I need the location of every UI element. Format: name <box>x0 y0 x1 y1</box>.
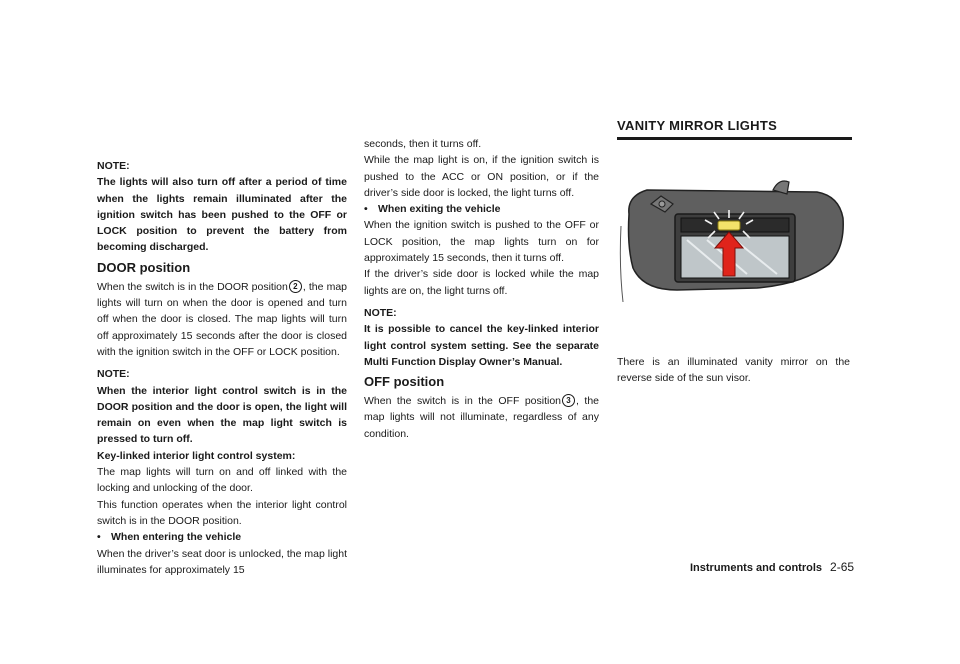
sun-visor-vanity-mirror-illustration <box>617 156 850 306</box>
page-number: 2-65 <box>830 560 855 574</box>
note-heading: NOTE: <box>97 368 130 381</box>
keylinked-text: This function operates when the interior light control switch is in the DOOR position. <box>97 498 347 527</box>
door-position-text: When the switch is in the DOOR position 2 , the map lights will turn on when the door is opened and turn off when the door is closed. The map lights will turn off approximately 15 seconds after the door is closed with the ignition switch in the OFF or LOCK position. <box>97 280 347 358</box>
paragraph: When the ignition switch is pushed to the OFF or LOCK position, the map lights turn on for approximately 15 seconds, then it turns off. <box>364 219 599 265</box>
column-right <box>617 118 850 387</box>
bullet-icon: • <box>364 203 368 216</box>
note-heading: NOTE: <box>364 306 397 319</box>
column-left <box>97 152 347 578</box>
bullet-exiting: • When exiting the vehicle <box>364 201 599 217</box>
callout-number: 2 <box>289 280 302 293</box>
paragraph: While the map light is on, if the ignition switch is pushed to the ACC or ON position, or if the driver’s side door is locked, the light turns off. <box>364 154 599 199</box>
footer-section: Instruments and controls <box>690 562 823 574</box>
door-position-heading: DOOR position <box>97 259 191 275</box>
note-text: When the interior light control switch is in the DOOR position and the door is open, the light will remain on even when the map light switch is pressed to turn off. <box>97 384 347 446</box>
paragraph: If the driver’s side door is locked while the map lights are on, the light turns off. <box>364 268 599 297</box>
continued-text: seconds, then it turns off. <box>364 138 482 150</box>
keylinked-text: The map lights will turn on and off linked with the locking and unlocking of the door. <box>97 466 347 495</box>
entering-text: When the driver’s seat door is unlocked, the map light illuminates for approximately 15 <box>97 547 347 576</box>
bullet-icon: • <box>97 531 101 544</box>
note-text: It is possible to cancel the key-linked interior light control system setting. See the separate Multi Function Display Owner’s Manual. <box>364 323 599 368</box>
column-middle <box>364 136 599 442</box>
bullet-entering: • When entering the vehicle <box>97 529 347 545</box>
heading-rule <box>617 137 852 140</box>
off-position-text: When the switch is in the OFF position 3 , the map lights will not illuminate, regardless of any condition. <box>364 395 599 440</box>
section-heading: VANITY MIRROR LIGHTS <box>617 118 778 133</box>
page-footer <box>690 560 854 574</box>
off-position-heading: OFF position <box>364 374 445 390</box>
callout-number: 3 <box>562 394 575 407</box>
sun-visor-icon <box>617 156 850 306</box>
note-text: The lights will also turn off after a period of time when the lights remain illuminated after the ignition switch has been pushed to the OFF or LOCK position to prevent the battery from becoming discharged. <box>97 176 347 254</box>
vanity-mirror-text: There is an illuminated vanity mirror on the reverse side of the sun visor. <box>617 356 850 385</box>
keylinked-heading: Key-linked interior light control system: <box>97 449 296 462</box>
note-heading: NOTE: <box>97 160 130 172</box>
